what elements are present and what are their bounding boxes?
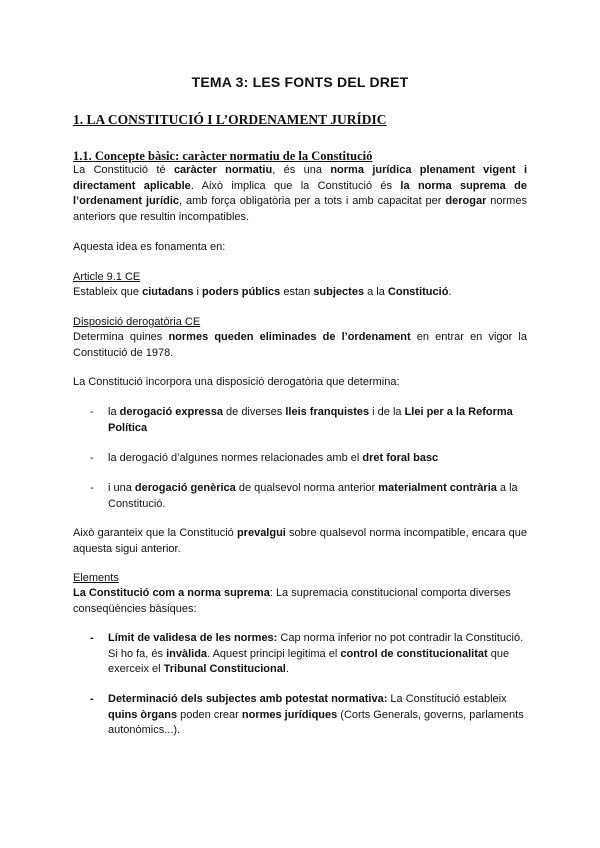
article-9-1-text: Estableix que ciutadans i poders públics estan subjectes a la Constitució. — [73, 286, 452, 298]
section-heading-1: 1. LA CONSTITUCIÓ I L’ORDENAMENT JURÍDIC — [73, 112, 387, 127]
document-title: TEMA 3: LES FONTS DEL DRET — [191, 74, 409, 90]
article-9-1-heading: Article 9.1 CE — [73, 271, 141, 283]
paragraph-derogatory-intro: La Constitució incorpora una disposició derogatòria que determina: — [73, 376, 400, 388]
subsection-heading-1-1: 1.1. Concepte bàsic: caràcter normatiu de la Constitució — [73, 149, 373, 163]
elements-text: La Constitució com a norma suprema: La supremacia constitucional comporta diverses conseqüències bàsiques: — [73, 587, 511, 615]
derogatory-provision-heading: Disposició derogatòria CE — [73, 316, 201, 328]
derogatory-provision-text: Determina quines normes queden eliminades de l’ordenament en entrar en vigor la Constitució de 1978. — [73, 331, 527, 359]
paragraph-prevalence: Això garanteix que la Constitució prevalgui sobre qualsevol norma incompatible, encara que aquesta sigui anterior. — [73, 527, 527, 555]
paragraph-foundation-intro: Aquesta idea es fonamenta en: — [73, 241, 226, 253]
paragraph-normative-character: La Constitució té caràcter normatiu, és una norma jurídica plenament vigent i directament aplicable. Això implica que la Constitució és la norma suprema de l’ordenament jurídic, amb força obligatòria per a tots i amb capacitat per derogar normes anteriors que resultin incompatibles. — [73, 164, 528, 223]
document-page: TEMA 3: LES FONTS DEL DRET 1. LA CONSTITUCIÓ I L’ORDENAMENT JURÍDIC 1.1. Concepte bàsic: caràcter normatiu de la Constitució La Constitució té caràcter normatiu, és una norma jurídica plenament vigent i directament aplicable. Això implica que la Constitució és la norma suprema de l’ordenament jurídic, amb força obligatòria per a tots i amb capacitat per derogar normes anteriors que resultin incompatibles. Aquesta idea es fonamenta en: Article 9.1 CE Estableix que ciutadans i poders públics estan subjectes a la Constitució. Disposició derogatòria CE Determina quines normes queden eliminades de l’ordenament en entrar en vigor la Constitució de 1978. La Constitució incorpora una disposició derogatòria que determina: - la derogació expressa de diverses lleis franquistes i de la Llei per a la Reforma Política - la derogació d’algunes normes relacionades amb el dret foral basc - i una derogació genèrica de qualsevol norma anterior materialment contrària a la Constitució. Això garanteix que la Constitució prevalgui sobre qualsevol norma incompatible, encara que aquesta sigui anterior. Elements La Constitució com a norma suprema: La supremacia constitucional comporta diverses conseqüències bàsiques: - Límit de validesa de les normes: Cap norma inferior no pot contradir la Constitució. Si ho fa, és invàlida. Aquest principi legitima el control de constitucionalitat que exerceix el Tribunal Constitucional. - Determinació dels subjectes amb potestat normativa: La Constitució estableix quins òrgans poden crear normes jurídiques (Corts Generals, governs, parlaments autonòmics...). — [0, 0, 600, 848]
elements-heading: Elements — [73, 572, 119, 584]
